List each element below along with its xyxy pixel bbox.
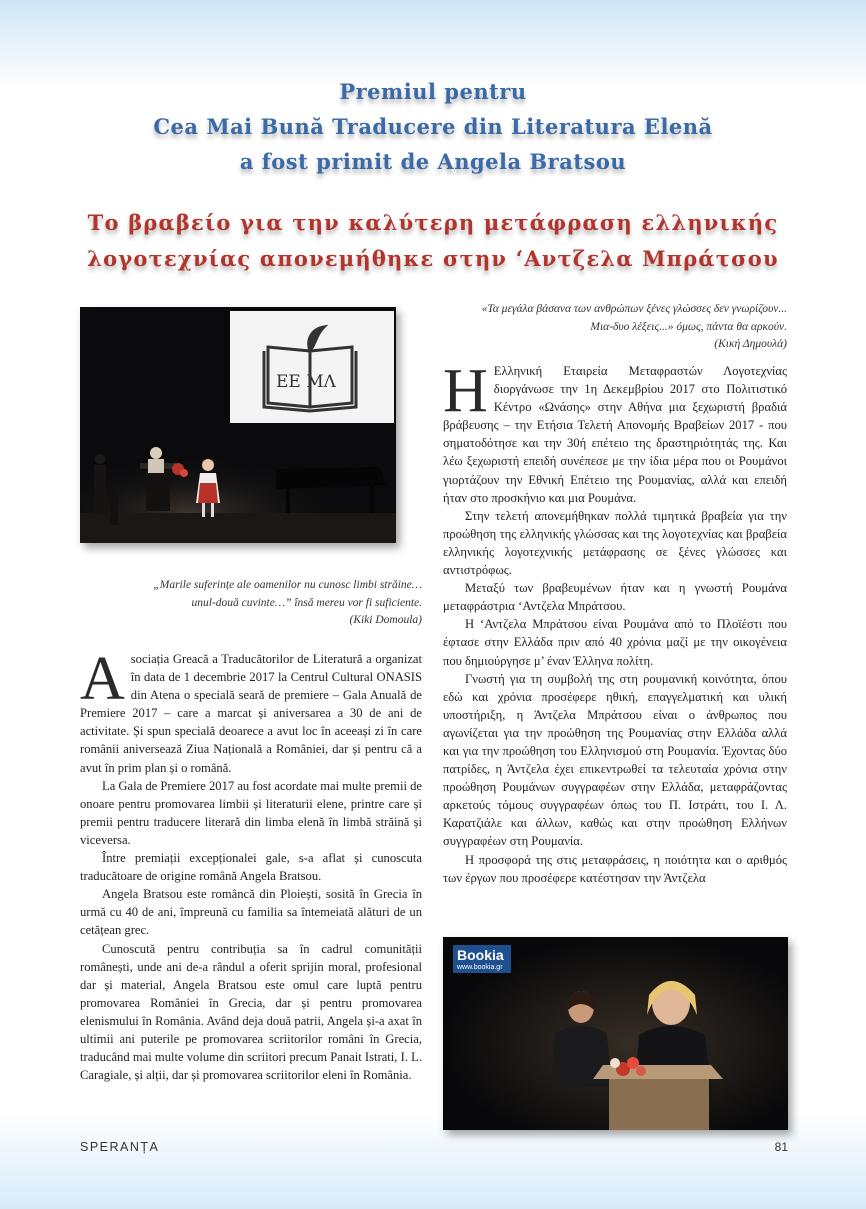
quote-ro-line1: „Marile suferințe ale oamenilor nu cunosc limbi străine… — [153, 579, 422, 591]
title-gr-line1: Το βραβείο για την καλύτερη μετάφραση ελληνικής — [87, 210, 779, 235]
article-gr-paragraph-3: Μεταξύ των βραβευμένων ήταν και η γνωστή Ρουμάνα μεταφράστρια ‘Αντζελα Μπράτσου. — [443, 581, 787, 614]
title-gr-line2: λογοτεχνίας απονεμήθηκε στην ‘Αντζελα Μπράτσου — [87, 246, 779, 271]
article-ro-paragraph-4: Angela Bratsou este româncă din Ploiești, sosită în Grecia în urmă cu 40 de ani, împreună cu familia sa întemeiată alături de un cetățean grec. — [80, 887, 422, 938]
page-number: 81 — [774, 1140, 788, 1154]
title-romanian — [0, 74, 866, 179]
magazine-name: SPERANȚA — [80, 1140, 160, 1154]
quote-romanian — [80, 577, 422, 630]
article-ro-p1-text: sociația Greacă a Traducătorilor de Literatură a organizat în data de 1 decembrie 2017 la Centrul Cultural ONASIS din Atena o specială seară de premiere – Gala Anuală de Premiere 2017 – care a marcat și aniversarea a 30 de ani de activitate. Și spun specială deoarece a avut loc în aceeași zi în care românii aniversează Ziua Națională a României, dar și pentru că a avut în prim plan și o română. — [80, 652, 422, 775]
article-gr-p1-text: Ελληνική Εταιρεία Μεταφραστών Λογοτεχνίας διοργάνωσε την 1η Δεκεμβρίου 2017 στο Πολιτιστικό Κέντρο «Ωνάσης» στην Αθήνα μια ξεχωριστή βραδιά βράβευσης – την Ετήσια Τελετή Απονομής Βραβείων 2017 - που σηματοδότησε και την 30ή επέτειο της δραστηριότητάς της. Και λέω ξεχωριστή επειδή συνέπεσε με την ίδια μέρα που οι Ρουμάνοι γιορτάζουν την Εθνική Επέτειο της Ρουμανίας, αλλά και επειδή ήταν στο προσκήνιο και μια Ρουμάνα. — [443, 364, 787, 505]
article-ro-paragraph-3: Între premiații excepționalei gale, s-a aflat și cunoscuta traducătoare de origine română Angela Bratsou. — [80, 851, 422, 884]
title-greek — [0, 205, 866, 277]
article-gr-paragraph-6: Η προσφορά της στις μεταφράσεις, η ποιότητα και ο αριθμός των έργων που προσέφερε κατέστησαν την Άντζελα — [443, 852, 787, 885]
quote-gr-line1: «Τα μεγάλα βάσανα των ανθρώπων ξένες γλώσσες δεν γνωρίζουν... — [481, 303, 787, 315]
article-romanian — [80, 645, 422, 1084]
article-ro-paragraph-2: La Gala de Premiere 2017 au fost acordate mai multe premii de onoare pentru promovarea limbii și literaturii elene, printre care și premii pentru traducere literară din limba elenă în limbă străină și viceversa. — [80, 778, 422, 847]
title-ro-line1: Premiul pentru — [339, 79, 527, 104]
article-greek — [443, 357, 787, 887]
quote-gr-line3: (Κική Δημουλά) — [714, 338, 787, 350]
bookia-badge-url: www.bookia.gr — [457, 964, 503, 971]
title-ro-line3: a fost primit de Angela Bratsou — [239, 149, 627, 174]
article-gr-paragraph-4: Η ‘Αντζελα Μπράτσου είναι Ρουμάνα από το Πλοϊέστι που έφτασε στην Ελλάδα πριν από 40 χρόνια μαζί με την οικογένεια που δημιούργησε μ’ έναν Έλληνα πολίτη. — [443, 617, 787, 668]
bookia-badge-name: Bookia — [457, 947, 504, 963]
award-photo — [443, 937, 788, 1130]
article-ro-paragraph-5: Cunoscută pentru contribuția sa în cadrul comunității românești, unde ani de-a rândul a oferit sprijin moral, profesional dar și material, Angela Bratsou este omul care luptă pentru promovarea României în Grecia, dar și pentru promovarea elenismului în România. Având deja două patrii, Angela și-a axat în ultimii ani puterile pe promovarea scriitorilor români în Grecia, traducând mai multe volume din scriitori precum Panait Istrati, I. L. Caragiale, și alții, dar și promovarea scriitorilor eleni în România. — [80, 941, 422, 1083]
article-gr-paragraph-2: Στην τελετή απονεμήθηκαν πολλά τιμητικά βραβεία για την προώθηση της ελληνικής γλώσσας και της λογοτεχνίας και βραβεία ελληνικής λογοτεχνικής μετάφρασης σε ξένες γλώσσες και αντιστρόφως. — [443, 508, 787, 578]
title-ro-line2: Cea Mai Bună Traducere din Literatura Elenă — [153, 114, 713, 139]
dropcap-ro: A — [80, 645, 125, 713]
award-photo-drawing — [443, 937, 788, 1130]
stage-photo — [80, 307, 396, 543]
quote-ro-line3: (Kiki Domoula) — [349, 614, 422, 626]
stage-photo-drawing — [80, 307, 396, 543]
article-gr-paragraph-1 — [443, 357, 787, 507]
dropcap-gr: Η — [443, 357, 488, 425]
article-ro-paragraph-1 — [80, 645, 422, 777]
logo-text: ΕΕ ΜΛ — [276, 372, 336, 392]
quote-ro-line2: unul-două cuvinte…” însă mereu vor fi suficiente. — [191, 596, 422, 609]
quote-gr-line2: Μια-δυο λέξεις...» όμως, πάντα θα αρκούν. — [590, 320, 787, 333]
article-gr-paragraph-5: Γνωστή για τη συμβολή της στη ρουμανική κοινότητα, όπου εδώ και χρόνια προσέφερε ηθική, επαγγελματική και υλική υποστήριξη, η Άντζελα Μπράτσου είναι ο άνθρωπος που αγωνίζεται για την προώθηση της Ρουμανίας στην Ελλάδα αλλά και για την προώθηση του Ελληνισμού στη Ρουμανία. Έχοντας δύο πατρίδες, η Άντζελα έχει επικεντρωθεί τα τελευταία χρόνια στην προώθηση Ρουμάνων συγγραφέων στην Ελλάδα, μεταφράζοντας αρκετούς τόμους συγγραφέων όπως του Π. Ιστράτι, του Ι. Λ. Καρατζιάλε και άλλων, καθώς και στην προώθηση Ελλήνων συγγραφέων στη Ρουμανία. — [443, 671, 787, 849]
quote-greek — [443, 301, 787, 354]
